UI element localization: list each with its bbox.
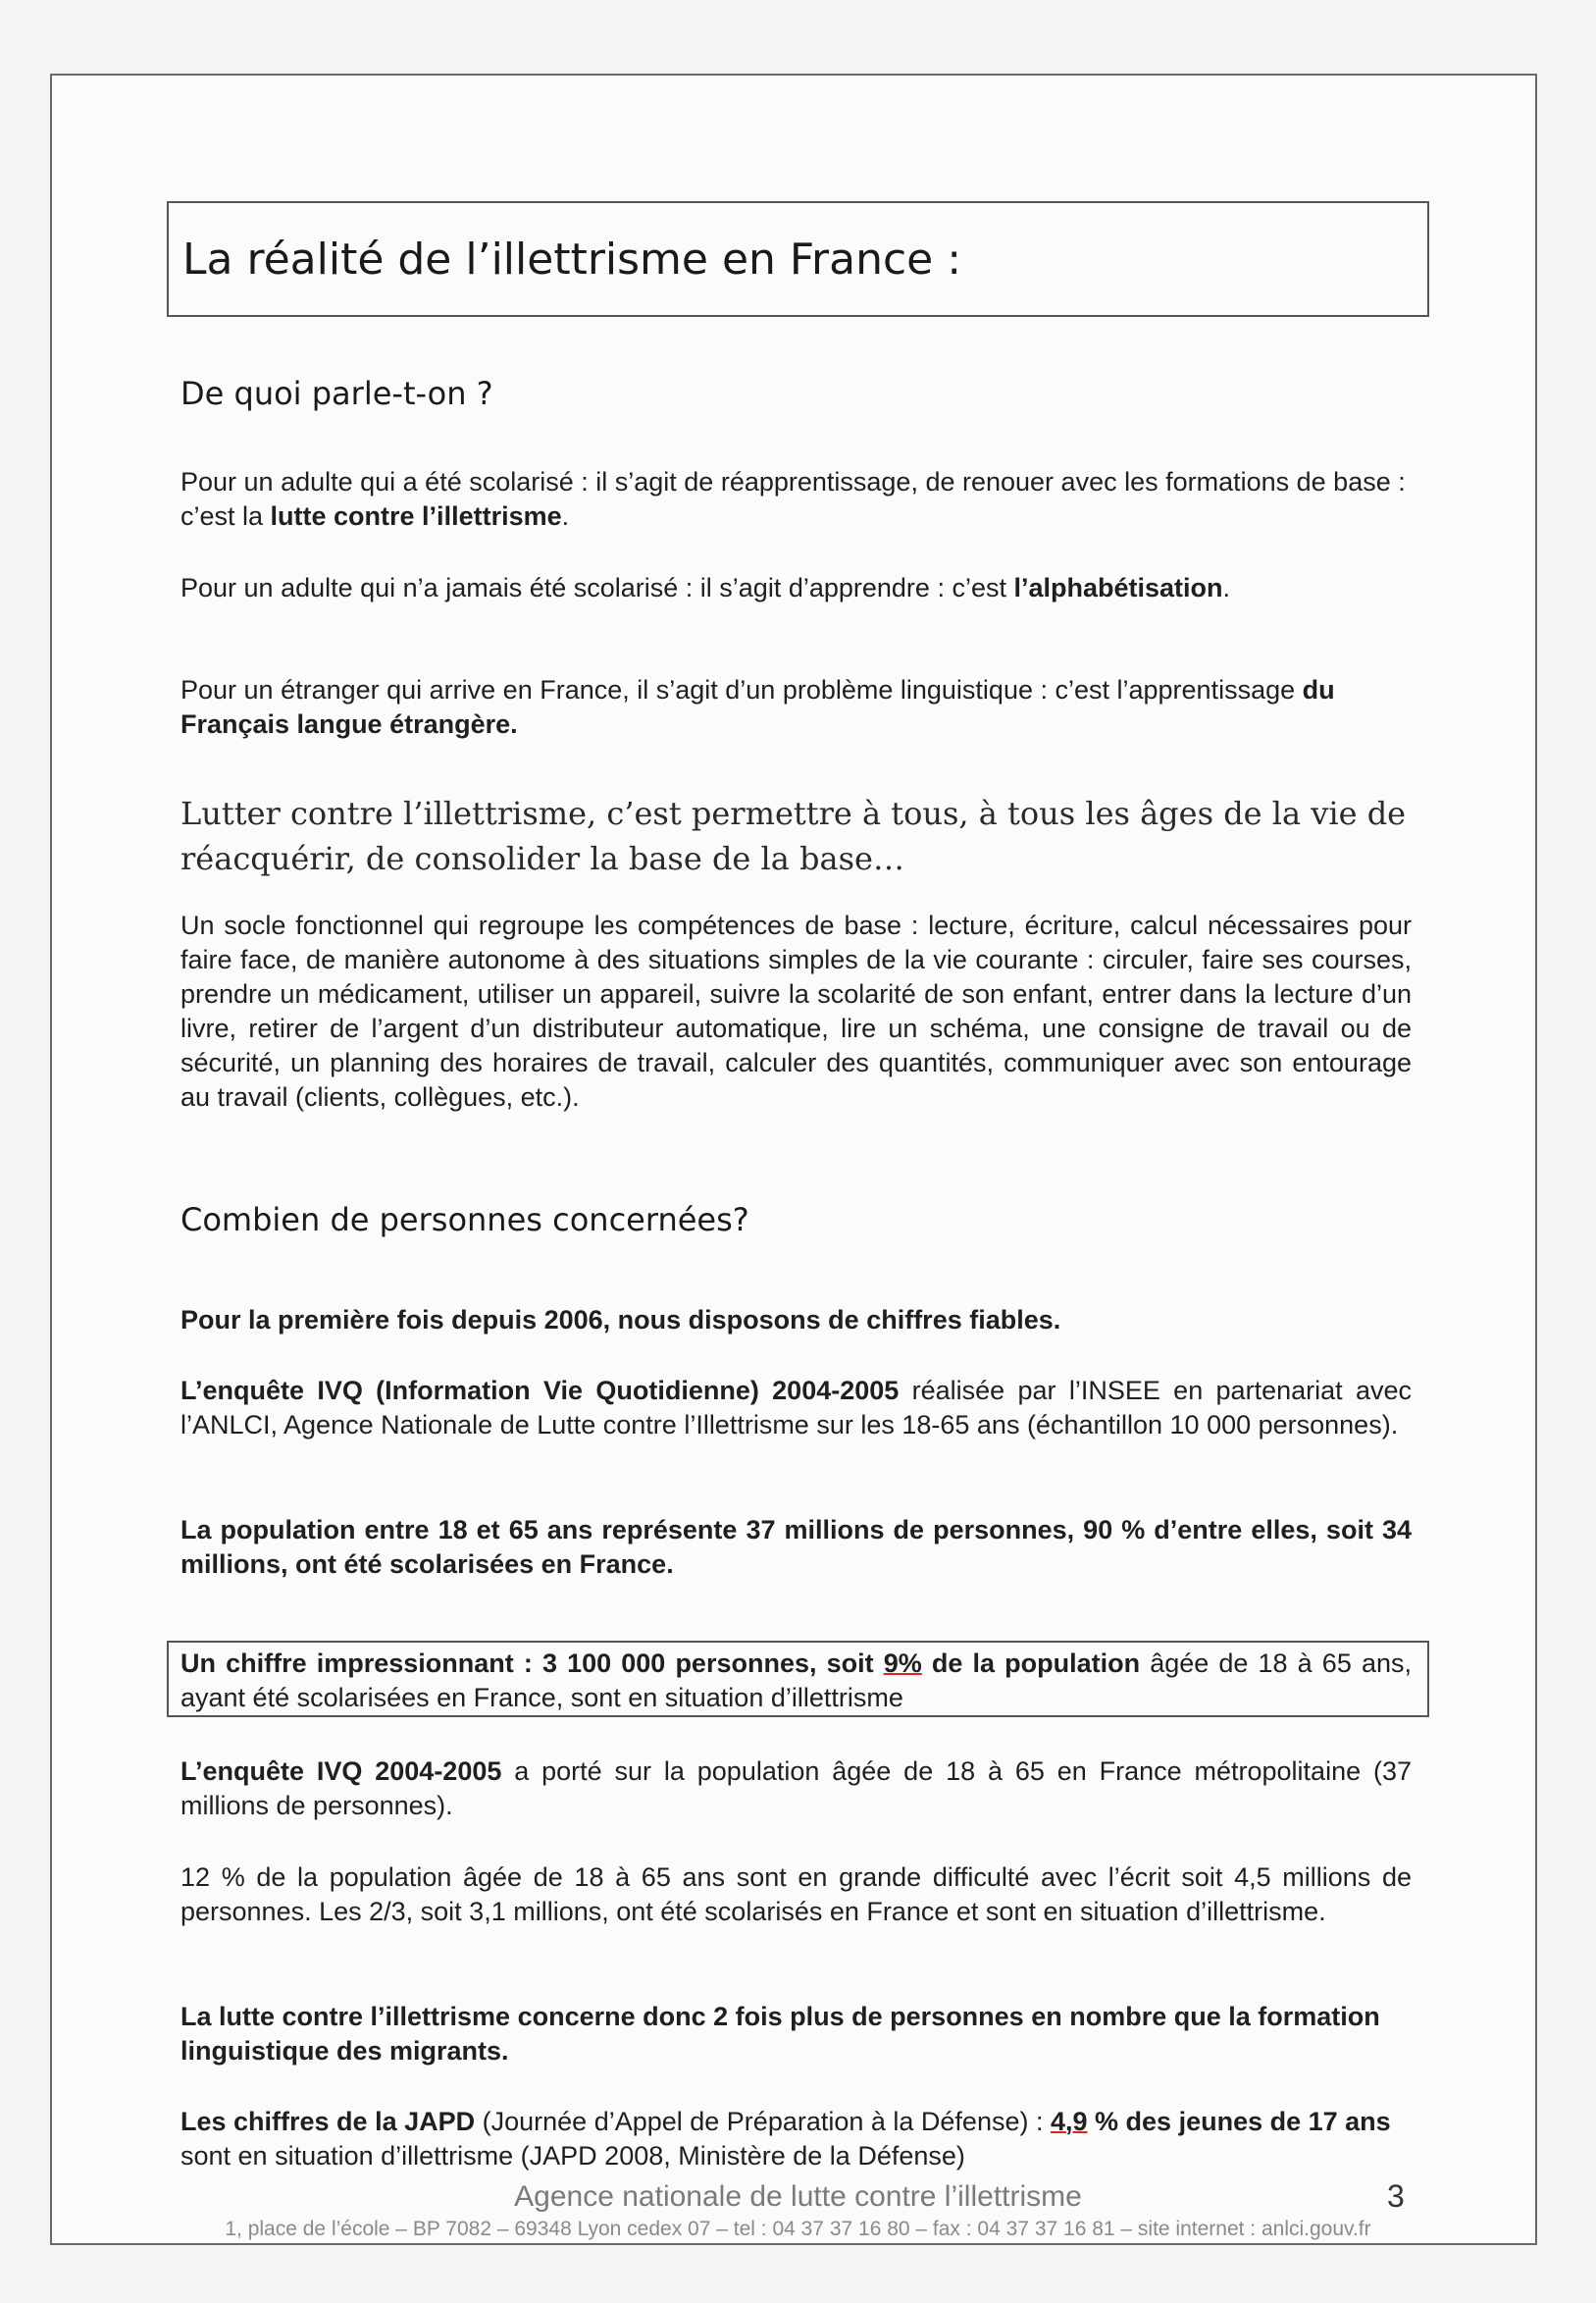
paragraph-first-time: Pour la première fois depuis 2006, nous disposons de chiffres fiables. (180, 1305, 1061, 1335)
footer-agency: Agence nationale de lutte contre l’illettrisme (514, 2180, 1082, 2213)
quote-statement: Lutter contre l’illettrisme, c’est permettre à tous, à tous les âges de la vie de réacquérir, de consolider la base de la base… (180, 795, 1407, 877)
footer-address: 1, place de l’école – BP 7082 – 69348 Lyon cedex 07 – tel : 04 37 37 16 80 – fax : 04 37 37 16 81 – site internet : anlci.gouv.fr (225, 2218, 1371, 2240)
page-title-text: La réalité de l’illettrisme en France : (182, 234, 962, 285)
paragraph-population: La population entre 18 et 65 ans représente 37 millions de personnes, 90 % d’entre elles, soit 34 millions, ont été scolarisées en France. (180, 1515, 1412, 1579)
paragraph-twice-more: La lutte contre l’illettrisme concerne donc 2 fois plus de personnes en nombre que la formation linguistique des migrants. (180, 2002, 1380, 2066)
paragraph-functional-base: Un socle fonctionnel qui regroupe les compétences de base : lecture, écriture, calcul nécessaires pour faire face, de manière autonome à des situations simples de la vie courante : circuler, faire ses courses, prendre un médicament, utiliser un appareil, suivre la scolarité de son enfant, entrer dans la lecture d’un livre, retirer de l’argent d’un distributeur automatique, lire un schéma, une consigne de travail ou de sécurité, un planning des horaires de travail, calculer des quantités, communiquer avec son entourage au travail (clients, collègues, etc.). (180, 911, 1412, 1112)
paragraph-twelve-percent: 12 % de la population âgée de 18 à 65 ans sont en grande difficulté avec l’écrit soit 4,5 millions de personnes. Les 2/3, soit 3,1 millions, ont été scolarisés en France et sont en situation d’illettrisme. (180, 1862, 1412, 1926)
paragraph-ivq-survey: L’enquête IVQ (Information Vie Quotidienne) 2004-2005 réalisée par l’INSEE en partenariat avec l’ANLCI, Agence Nationale de Lutte contre l’Illettrisme sur les 18-65 ans (échantillon 10 000 personnes). (180, 1376, 1412, 1439)
paragraph-foreigner: Pour un étranger qui arrive en France, il s’agit d’un problème linguistique : c’est l’apprentissage du Français langue étrangère. (180, 675, 1335, 739)
paragraph-japd: Les chiffres de la JAPD (Journée d’Appel de Préparation à la Défense) : 4,9 % des jeunes de 17 ans sont en situation d’illettrisme (JAPD 2008, Ministère de la Défense) (180, 2107, 1391, 2171)
paragraph-schooled-adult: Pour un adulte qui a été scolarisé : il s’agit de réapprentissage, de renouer avec les formations de base : c’est la lutte contre l’illettrisme. (180, 467, 1406, 531)
section-heading-people: Combien de personnes concernées? (180, 1201, 749, 1238)
paragraph-highlight: Un chiffre impressionnant : 3 100 000 personnes, soit 9% de la population âgée de 18 à 65 ans, ayant été scolarisées en France, sont en situation d’illettrisme (180, 1649, 1412, 1712)
section-heading-definition: De quoi parle-t-on ? (180, 375, 493, 412)
page-number: 3 (1387, 2178, 1405, 2214)
page-title (167, 201, 1429, 317)
paragraph-ivq-scope: L’enquête IVQ 2004-2005 a porté sur la population âgée de 18 à 65 en France métropolitaine (37 millions de personnes). (180, 1756, 1412, 1820)
paragraph-unschooled-adult: Pour un adulte qui n’a jamais été scolarisé : il s’agit d’apprendre : c’est l’alphabétisation. (180, 573, 1231, 602)
